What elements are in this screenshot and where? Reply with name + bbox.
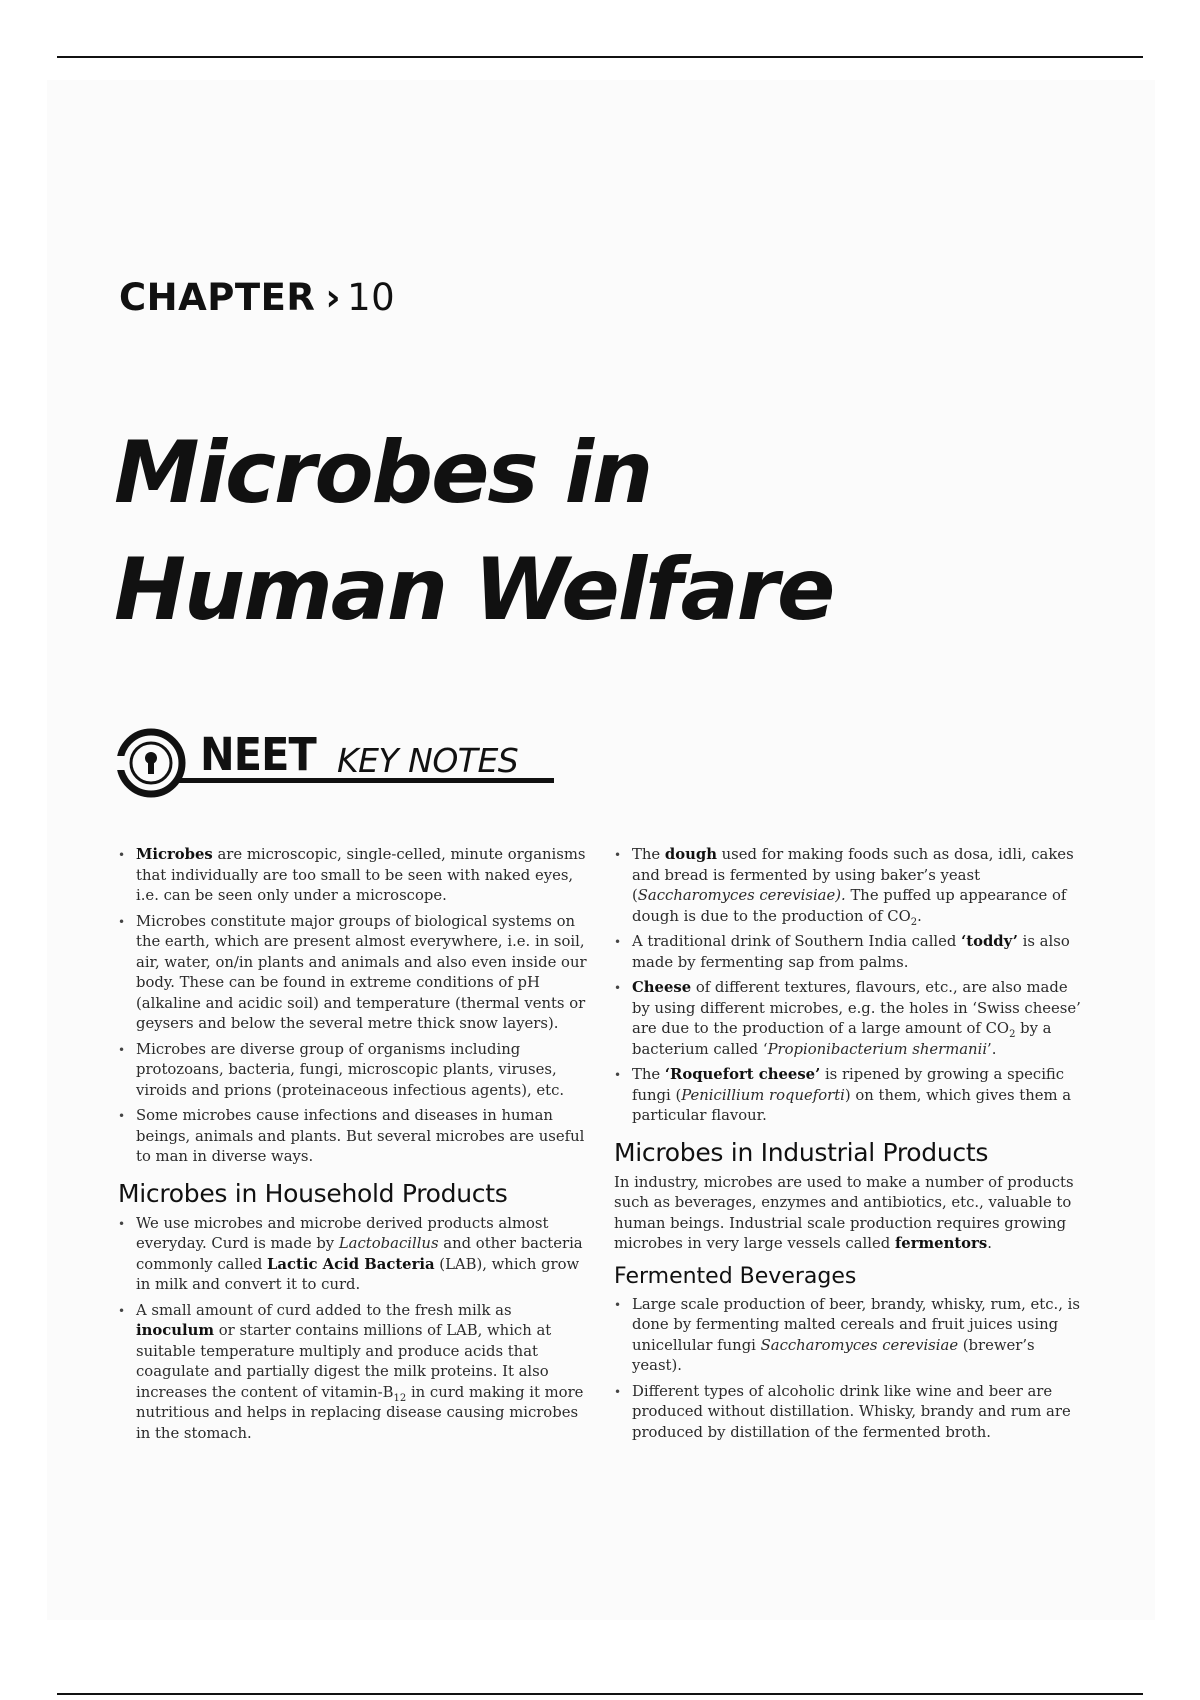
list-item-text: Different types of alcoholic drink like wine and beer are produced without distillation. Whisky, brandy and rum are produced by distillation of the fermented broth. — [632, 1382, 1071, 1441]
italic-term: Saccharomyces cerevisiae — [760, 1336, 959, 1354]
text-span: and other bacteria commonly called — [136, 1235, 583, 1273]
italic-term: Penicillium roqueforti — [681, 1086, 845, 1104]
text-span: by a bacterium called ‘ — [632, 1020, 1052, 1058]
text-span: The — [632, 846, 665, 863]
title-line-1: Microbes in — [114, 423, 652, 523]
text-span: We use microbes and microbe derived products almost everyday. Curd is made by — [136, 1214, 549, 1252]
text-span: (LAB), which grow in milk and convert it to curd. — [136, 1255, 580, 1293]
list-item — [614, 932, 1084, 973]
bold-term: ‘Roquefort cheese’ — [664, 1066, 821, 1083]
text-span: ) on them, which gives them a particular flavour. — [632, 1086, 1072, 1124]
chapter-word: CHAPTER — [119, 276, 316, 319]
bold-term: Cheese — [632, 979, 692, 996]
chapter-label — [119, 276, 395, 319]
text-span: The puffed up appearance of dough is due to the production of CO — [632, 887, 1067, 925]
list-item — [118, 845, 588, 907]
list-item — [118, 1106, 588, 1168]
list-item — [614, 845, 1084, 927]
text-span: in curd making it more nutritious and helps in replacing disease causing microbes in the stomach. — [136, 1383, 584, 1442]
text-span: In industry, microbes are used to make a number of products such as beverages, enzymes and antibiotics, etc., valuable to human beings. Industrial scale production requires growing microbes in very large vessels called — [614, 1173, 1074, 1252]
left-column — [118, 845, 588, 1449]
intro-list — [118, 845, 588, 1168]
text-span: . — [917, 907, 922, 925]
right-column — [614, 845, 1084, 1448]
title-line-2: Human Welfare — [114, 540, 834, 640]
page-title — [114, 415, 833, 649]
list-item — [614, 1295, 1084, 1377]
text-span: is ripened by growing a specific fungi ( — [632, 1066, 1065, 1104]
text-span: ’. — [987, 1040, 997, 1058]
text-span: is also made by fermenting sap from palms. — [632, 933, 1070, 971]
italic-term: Propionibacterium shermanii — [767, 1040, 988, 1058]
text-span: A traditional drink of Southern India called — [632, 933, 962, 950]
list-item — [614, 1065, 1084, 1127]
key-notes-label: KEY NOTES — [337, 741, 519, 780]
text-span: . — [987, 1235, 992, 1252]
subscript: 2 — [1009, 1028, 1016, 1040]
bold-term: ‘toddy’ — [961, 933, 1018, 950]
bold-term: Microbes — [136, 846, 213, 863]
industrial-heading: Microbes in Industrial Products — [614, 1137, 989, 1167]
list-item — [118, 1301, 588, 1445]
list-item — [614, 1382, 1084, 1444]
household-heading: Microbes in Household Products — [118, 1178, 508, 1208]
list-item — [118, 1214, 588, 1296]
bold-term: inoculum — [136, 1322, 215, 1339]
bold-term: dough — [664, 846, 717, 863]
list-item-text: Microbes constitute major groups of biological systems on the earth, which are present almost everywhere, i.e. in soil, air, water, on/in plants and animals and also even inside our body. These can be found in extreme conditions of pH (alkaline and acidic soil) and temperature (thermal vents or geysers and below the several metre thick snow layers). — [136, 912, 587, 1032]
household-continued-list — [614, 845, 1084, 1127]
text-span: used for making foods such as dosa, idli, cakes and bread is fermented by using baker’s yeast ( — [632, 846, 1074, 904]
italic-term: Lactobacillus — [338, 1235, 439, 1252]
list-item — [614, 978, 1084, 1060]
text-span: Large scale production of beer, brandy, whisky, rum, etc., is done by fermenting malted cereals and fruit juices using unicellular fungi — [632, 1295, 1080, 1354]
text-span: of different textures, flavours, etc., are also made by using different microbes, e.g. the holes in ‘Swiss cheese’ are due to the production of a large amount of CO — [632, 979, 1081, 1037]
text-span: The — [632, 1066, 665, 1083]
subscript: 12 — [393, 1392, 407, 1404]
chapter-number: 10 — [347, 276, 396, 319]
subscript: 2 — [910, 916, 918, 928]
fermented-heading: Fermented Beverages — [614, 1263, 857, 1289]
beverages-list — [614, 1295, 1084, 1444]
neet-label: NEET — [200, 728, 316, 781]
bold-term: Lactic Acid Bacteria — [267, 1255, 435, 1273]
list-item — [118, 1040, 588, 1102]
list-item-text: Some microbes cause infections and diseases in human beings, animals and plants. But several microbes are useful to man in diverse ways. — [136, 1107, 585, 1165]
text-span: A small amount of curd added to the fresh milk as — [136, 1301, 512, 1319]
text-span: or starter contains millions of LAB, which at suitable temperature multiply and produce acids that coagulate and partially digest the milk proteins. It also increases the content of vitamin-B — [136, 1322, 552, 1401]
industrial-paragraph — [614, 1173, 1084, 1255]
bottom-rule — [57, 1693, 1143, 1695]
chevron-icon: › — [325, 276, 342, 319]
list-item-text: Microbes are diverse group of organisms including protozoans, bacteria, fungi, microscopic plants, viruses, viroids and prions (proteinaceous infectious agents), etc. — [136, 1040, 565, 1099]
bold-term: fermentors — [894, 1235, 988, 1252]
text-span: (brewer’s yeast). — [632, 1336, 1035, 1374]
italic-term: Saccharomyces cerevisiae). — [637, 887, 846, 904]
list-item — [118, 912, 588, 1035]
list-item-text: are microscopic, single-celled, minute organisms that individually are too small to be seen with naked eyes, i.e. can be seen only under a microscope. — [136, 846, 586, 904]
household-list — [118, 1214, 588, 1445]
top-rule — [57, 56, 1143, 58]
